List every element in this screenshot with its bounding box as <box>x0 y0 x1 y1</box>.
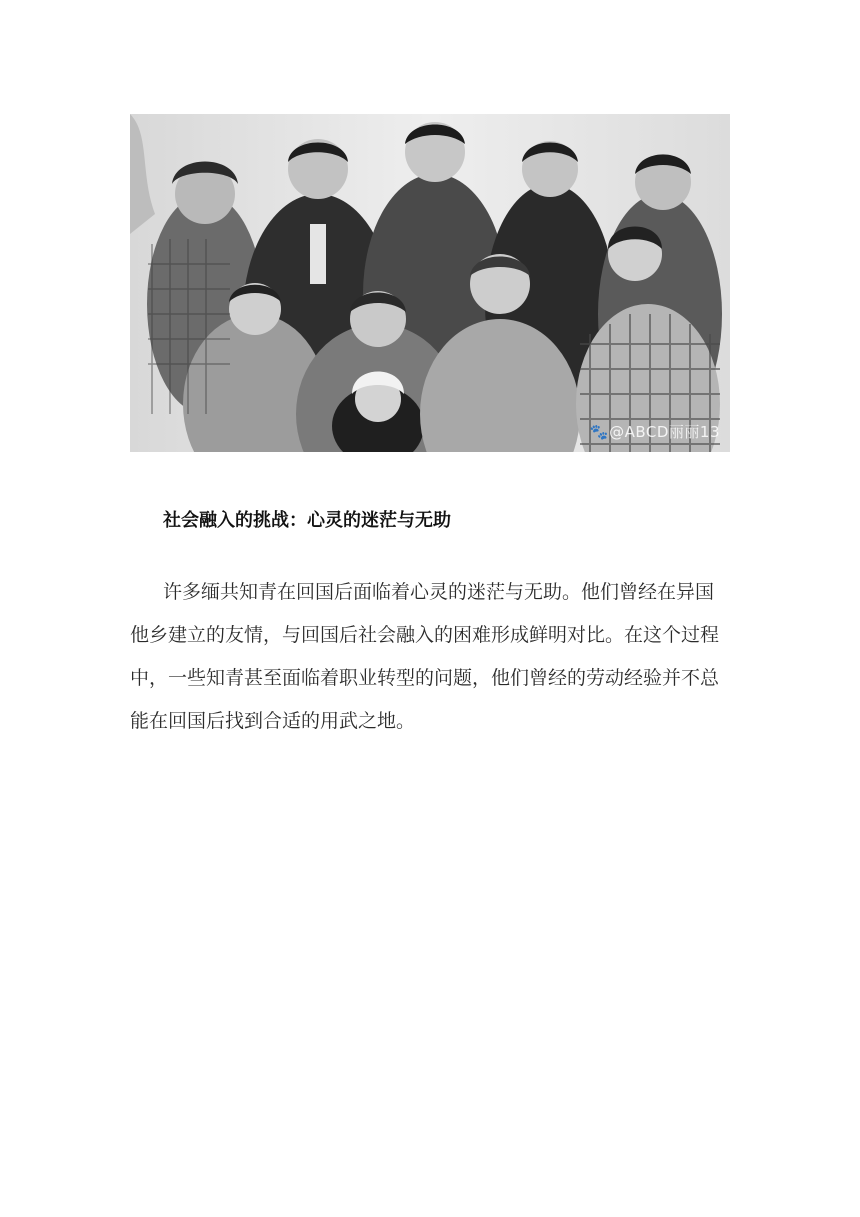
body-paragraph <box>130 571 730 743</box>
family-photo <box>130 114 730 452</box>
paragraph-line: 能在回国后找到合适的用武之地。 <box>130 710 416 732</box>
paragraph-line: 许多缅共知青在回国后面临着心灵的迷茫与无助。他们曾经在异国 <box>163 581 715 603</box>
paragraph-line: 中，一些知青甚至面临着职业转型的问题，他们曾经的劳动经验并不总 <box>130 667 720 689</box>
paragraph-line: 他乡建立的友情，与回国后社会融入的困难形成鲜明对比。在这个过程 <box>130 624 720 646</box>
family-photo-illustration <box>130 114 730 452</box>
section-heading: 社会融入的挑战：心灵的迷茫与无助 <box>163 510 451 531</box>
photo-watermark: 🐾@ABCD丽丽13 <box>589 423 720 441</box>
